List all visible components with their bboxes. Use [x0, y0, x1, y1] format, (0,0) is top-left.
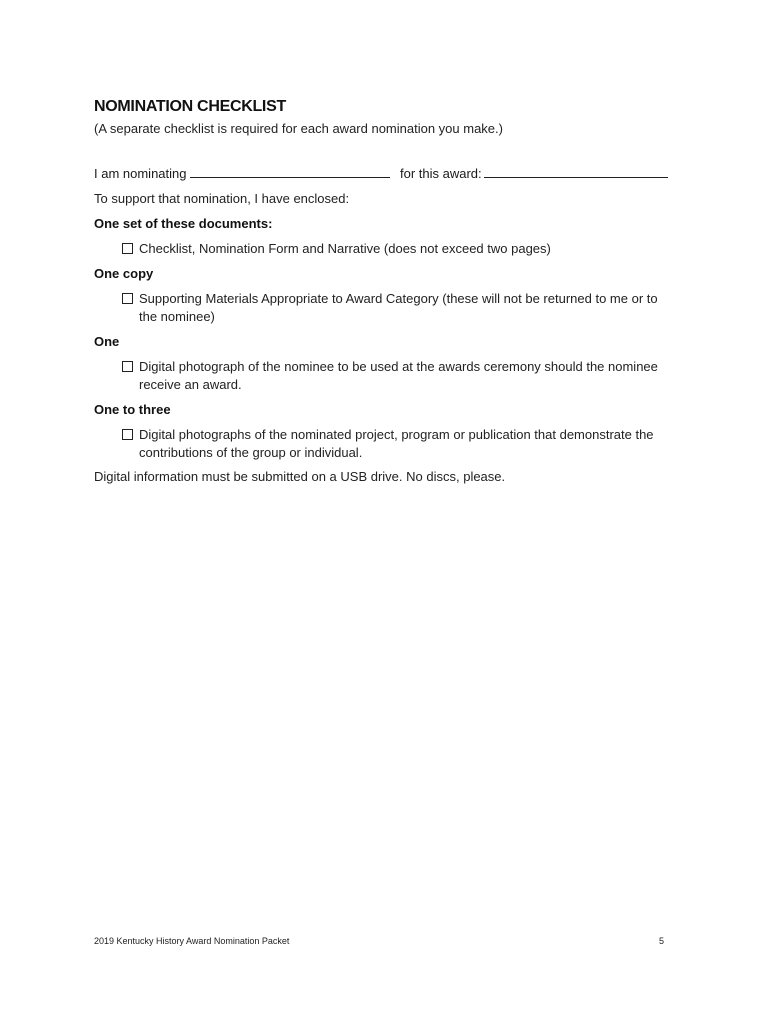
checklist-item-project-photos: [122, 426, 667, 462]
checkbox[interactable]: [122, 293, 133, 304]
checkbox[interactable]: [122, 429, 133, 440]
checklist-item-nominee-photo: [122, 358, 667, 394]
award-name-field[interactable]: [484, 177, 668, 178]
section-heading-one: One: [94, 334, 120, 349]
page-title: NOMINATION CHECKLIST: [94, 98, 286, 115]
section-heading-copy: One copy: [94, 266, 154, 281]
checklist-item-label: Digital photographs of the nominated project, program or publication that demonstrate the contributions of the group or individual.: [139, 427, 654, 460]
checkbox[interactable]: [122, 243, 133, 254]
checkbox[interactable]: [122, 361, 133, 372]
support-intro: To support that nomination, I have enclosed:: [94, 191, 350, 206]
section-heading-one-to-three: One to three: [94, 402, 171, 417]
checklist-item-label: Checklist, Nomination Form and Narrative (does not exceed two pages): [139, 241, 551, 256]
section-heading-documents: One set of these documents:: [94, 216, 273, 231]
checklist-item-supporting-materials: [122, 290, 667, 326]
checklist-item-label: Digital photograph of the nominee to be used at the awards ceremony should the nominee receive an award.: [139, 359, 658, 392]
footer-title: 2019 Kentucky History Award Nomination Packet: [94, 936, 290, 946]
checklist-item-label: Supporting Materials Appropriate to Award Category (these will not be returned to me or to the nominee): [139, 291, 658, 324]
page-number: 5: [659, 936, 665, 946]
digital-note: Digital information must be submitted on a USB drive. No discs, please.: [94, 469, 506, 484]
checklist-item-documents: [122, 240, 667, 258]
page-subtitle: (A separate checklist is required for each award nomination you make.): [94, 121, 503, 136]
award-label: for this award:: [400, 166, 482, 181]
nominee-name-field[interactable]: [190, 177, 390, 178]
nominating-label: I am nominating: [94, 166, 187, 181]
nominating-row: [94, 166, 674, 186]
